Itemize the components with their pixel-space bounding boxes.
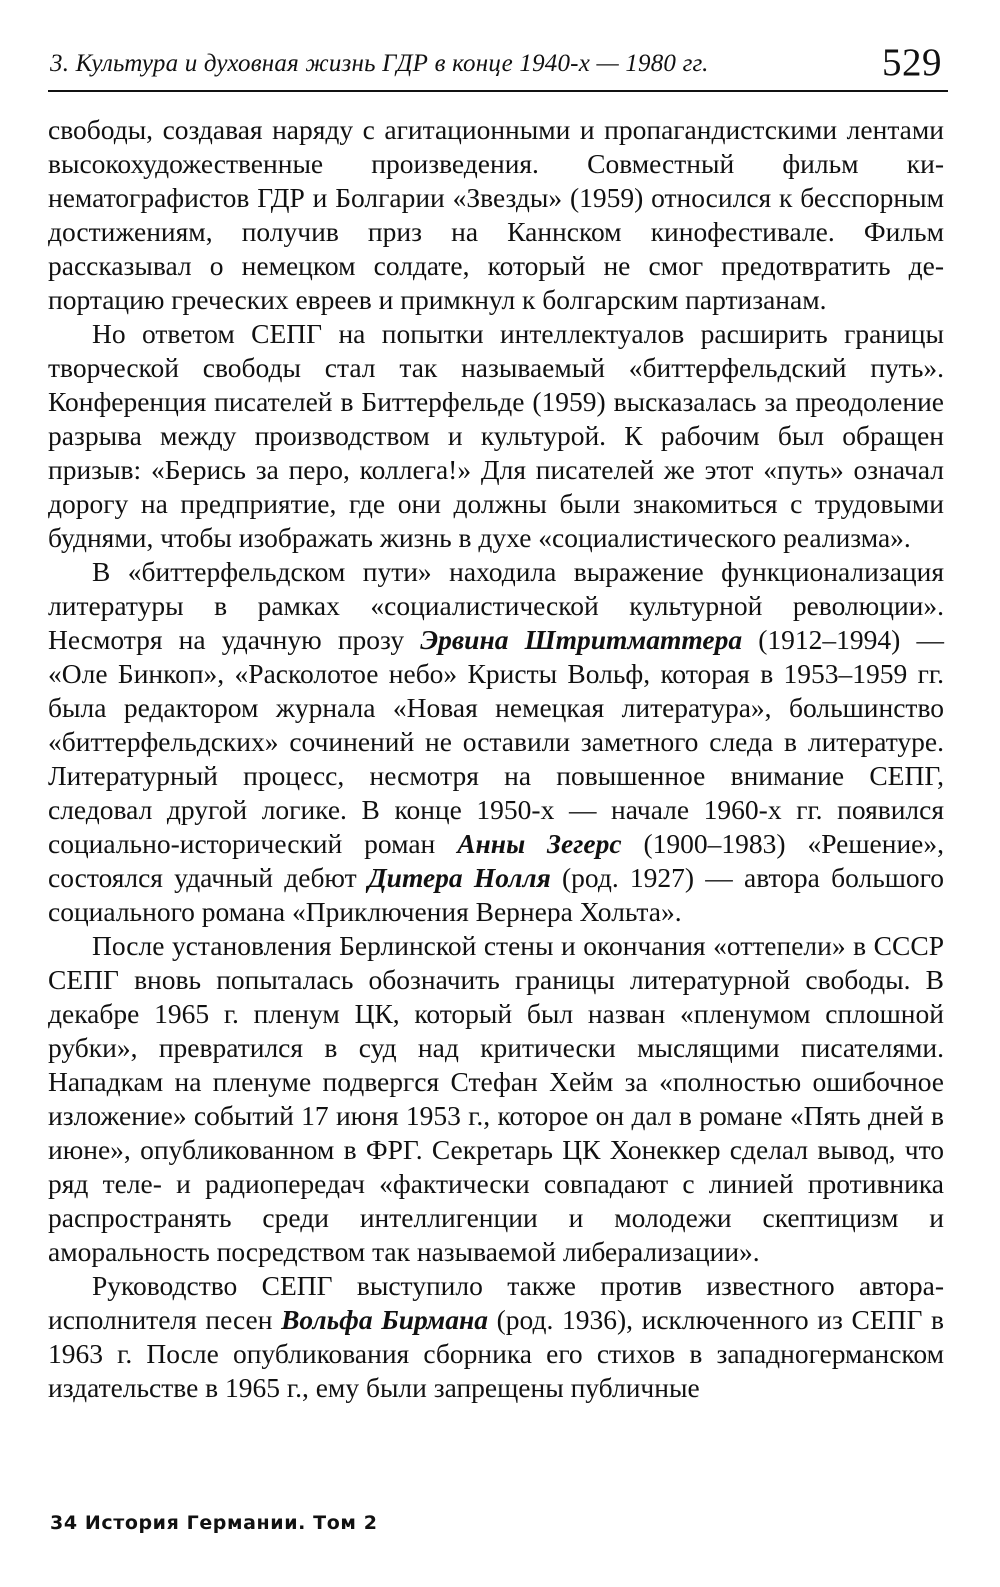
author-name: Анны Зегерс [457,828,622,859]
footer-signature: 34 История Германии. Том 2 [50,1512,378,1534]
body-text [48,113,944,1405]
paragraph [48,929,944,1269]
paragraph [48,555,944,929]
text-run: (род. 1927) — автора большого социального романа «Приключения Вернера Хольта». [48,862,945,927]
text-run: После установления Берлинской стены и окончания «оттепели» в СССР СЕПГ вновь попыталась обозначить границы литературной свободы. В декабре 1965 г. пленум ЦК, который был назван «пленумом сплошной рубки», превратился в суд над критически мыслящими писателями. Нападкам на пленуме подвергся Стефан Хейм за «полностью ошибочное изложение» событий 17 июня 1953 г., которое он дал в романе «Пять дней в июне», опубликованном в ФРГ. Секретарь ЦК Хонеккер сделал вывод, что ряд теле- и радиопередач «фактически совпадают с линией противника распространять среди интеллигенции и молодежи скептицизм и аморальность посредством так называемой либерализации». [48,930,944,1267]
text-run: (1900–1983) «Решение», состоялся удачный дебют [48,828,945,893]
author-name: Вольфа Бирмана [281,1304,488,1335]
page-header [48,40,948,92]
author-name: Эрвина Штритматтера [420,624,743,655]
paragraph [48,113,944,317]
author-name: Дитера Нолля [367,862,551,893]
page-number: 529 [882,41,942,84]
text-run: В «биттерфельдском пути» находила выражение функционализация литературы в рамках «социалистической культурной революции». Несмотря на удачную прозу [48,556,944,655]
running-title: 3. Культура и духовная жизнь ГДР в конце 1940-х — 1980 гг. [50,50,709,77]
text-run: свободы, создавая наряду с агитационными и пропагандистскими лентами высокохудожественные произведения. Совместный фильм кинематографистов ГДР и Болгарии «Звезды» (1959) относился к бесспорным достижениям, получив приз на Каннском кинофестивале. Фильм рассказывал о немецком солдате, который не смог предотвратить депортацию греческих евреев и примкнул к болгарским партизанам. [48,114,944,315]
paragraph [48,317,944,555]
text-run: (1912–1994) — «Оле Бинкоп», «Расколотое небо» Кристы Вольф, которая в 1953–1959 гг. была редактором журнала «Новая немецкая литература», большинство «биттерфельдских» сочинений не оставили заметного следа в литературе. Литературный процесс, несмотря на повышенное внимание СЕПГ, следовал другой логике. В конце 1950-х — начале 1960-х гг. появился социально-исторический роман [48,624,944,859]
paragraph [48,1269,944,1405]
text-run: (род. 1936), исключенного из СЕПГ в 1963 г. После опубликования сборника его стихов в западногерманском издательстве в 1965 г., ему были запрещены публичные [48,1304,945,1403]
text-run: Но ответом СЕПГ на попытки интеллектуалов расширить границы творческой свободы стал так называемый «биттерфельдский путь». Конференция писателей в Биттерфельде (1959) высказалась за преодоление разрыва между производством и культурой. К рабочим был обращен призыв: «Берись за перо, коллега!» Для писателей же этот «путь» означал дорогу на предприятие, где они должны были знакомиться с трудовыми буднями, чтобы изображать жизнь в духе «социалистического реализма». [48,318,944,553]
text-run: Руководство СЕПГ выступило также против известного автора-исполнителя песен [48,1270,944,1335]
